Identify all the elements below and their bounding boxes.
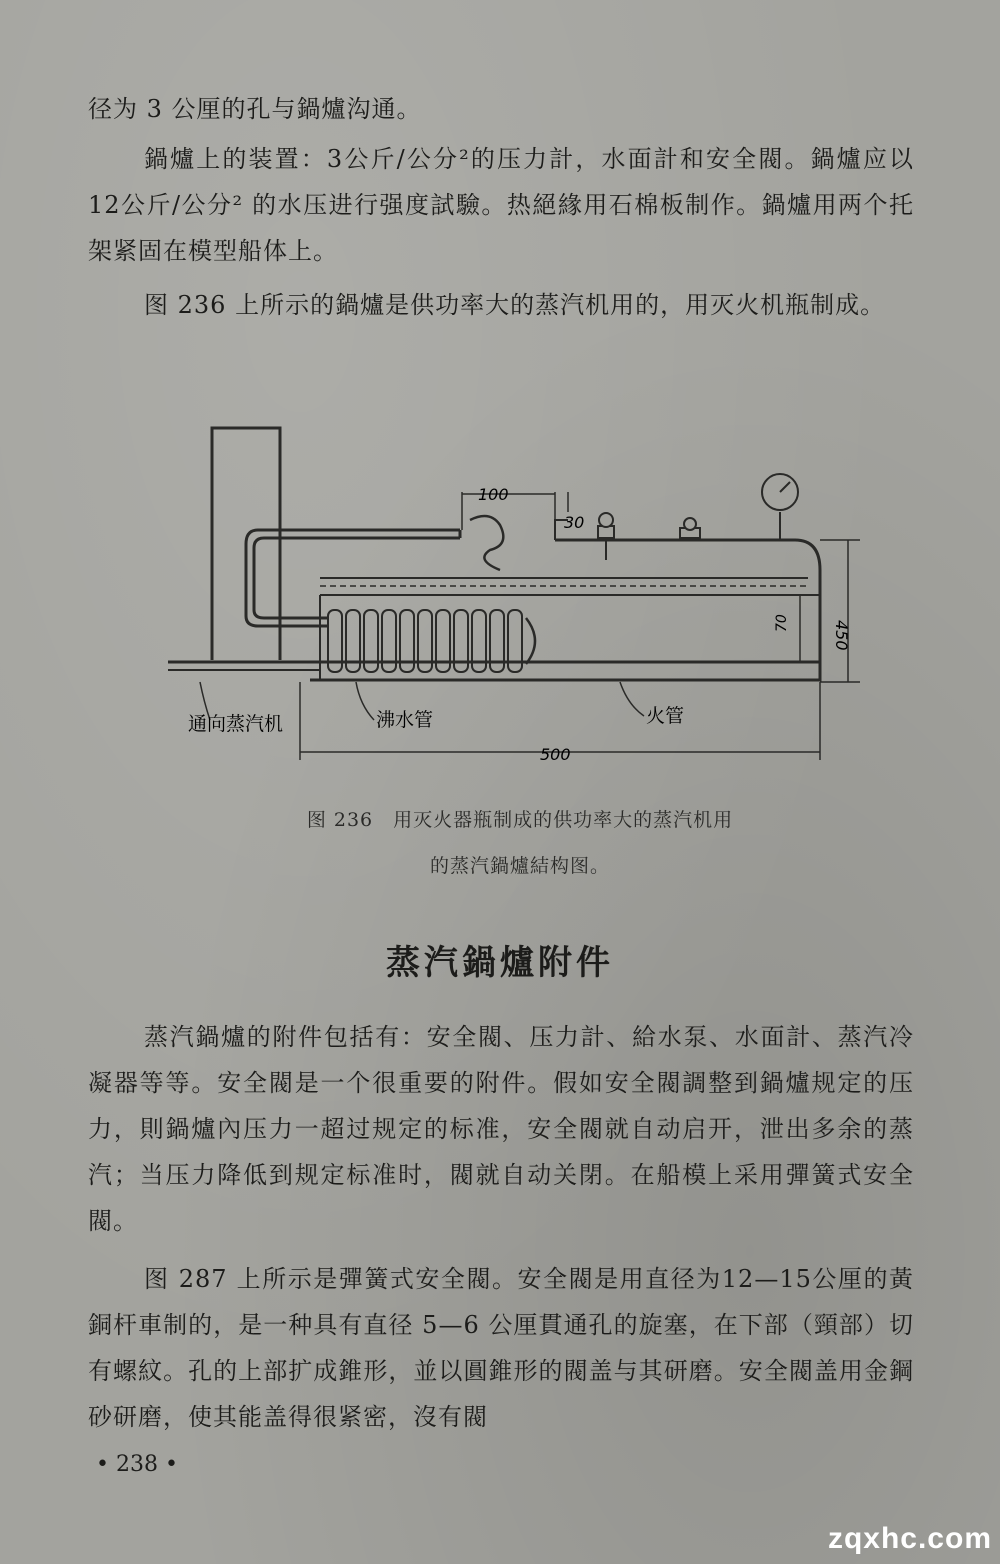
outlet-label: 通向蒸汽机	[188, 713, 284, 735]
paragraph-2: 鍋爐上的装置：3公斤/公分²的压力計，水面計和安全閥。鍋爐应以 12公斤/公分² 的水压进行强度試驗。热絕緣用石棉板制作。鍋爐用两个托架紧固在模型船体上。	[88, 145, 914, 265]
boiling-tubes	[328, 610, 535, 672]
boiler-diagram	[160, 420, 860, 780]
dim-label-100: 100	[478, 485, 509, 504]
section-heading: 蒸汽鍋爐附件	[386, 943, 614, 983]
dim-label-30: 30	[564, 513, 585, 532]
safety-valve-cap	[599, 513, 613, 527]
dim-label-500: 500	[540, 745, 571, 764]
fire-tube-label: 火管	[646, 705, 685, 727]
paragraph-4: 蒸汽鍋爐的附件包括有：安全閥、压力計、給水泵、水面計、蒸汽冷凝器等等。安全閥是一个很重要的附件。假如安全閥調整到鍋爐规定的压力，則鍋爐內压力一超过规定的标准，安全閥就自动启开，泄出多余的蒸汽；当压力降低到规定标准时，閥就自动关閉。在船模上采用彈簧式安全閥。	[88, 1023, 914, 1235]
paragraph-5: 图 287 上所示是彈簧式安全閥。安全閥是用直径为12—15公厘的黃銅杆車制的，是一种具有直径 5—6 公厘貫通孔的旋塞，在下部（頸部）切有螺紋。孔的上部扩成錐形，並以圓錐形的閥盖与其研磨。安全閥盖用金鋼砂研磨，使其能盖得很紧密，沒有閥	[88, 1265, 914, 1431]
boiling-tubes-label: 沸水管	[376, 709, 434, 731]
paragraph-3: 图 236 上所示的鍋爐是供功率大的蒸汽机用的，用灭火机瓶制成。	[144, 291, 886, 319]
figure-caption-line-1: 图 236 用灭火器瓶制成的供功率大的蒸汽机用	[306, 809, 734, 831]
dim-label-70: 70	[774, 614, 790, 632]
paragraph-1: 径为 3 公厘的孔与鍋爐沟通。	[88, 95, 422, 123]
figure-caption-line-2: 的蒸汽鍋爐結构图。	[429, 855, 610, 877]
watermark: zqxhc.com	[827, 1522, 992, 1555]
water-tube-squiggle	[470, 516, 503, 570]
dim-label-450: 450	[832, 620, 851, 651]
page-number: • 238 •	[96, 1452, 178, 1477]
boiler-drawing	[160, 420, 860, 780]
